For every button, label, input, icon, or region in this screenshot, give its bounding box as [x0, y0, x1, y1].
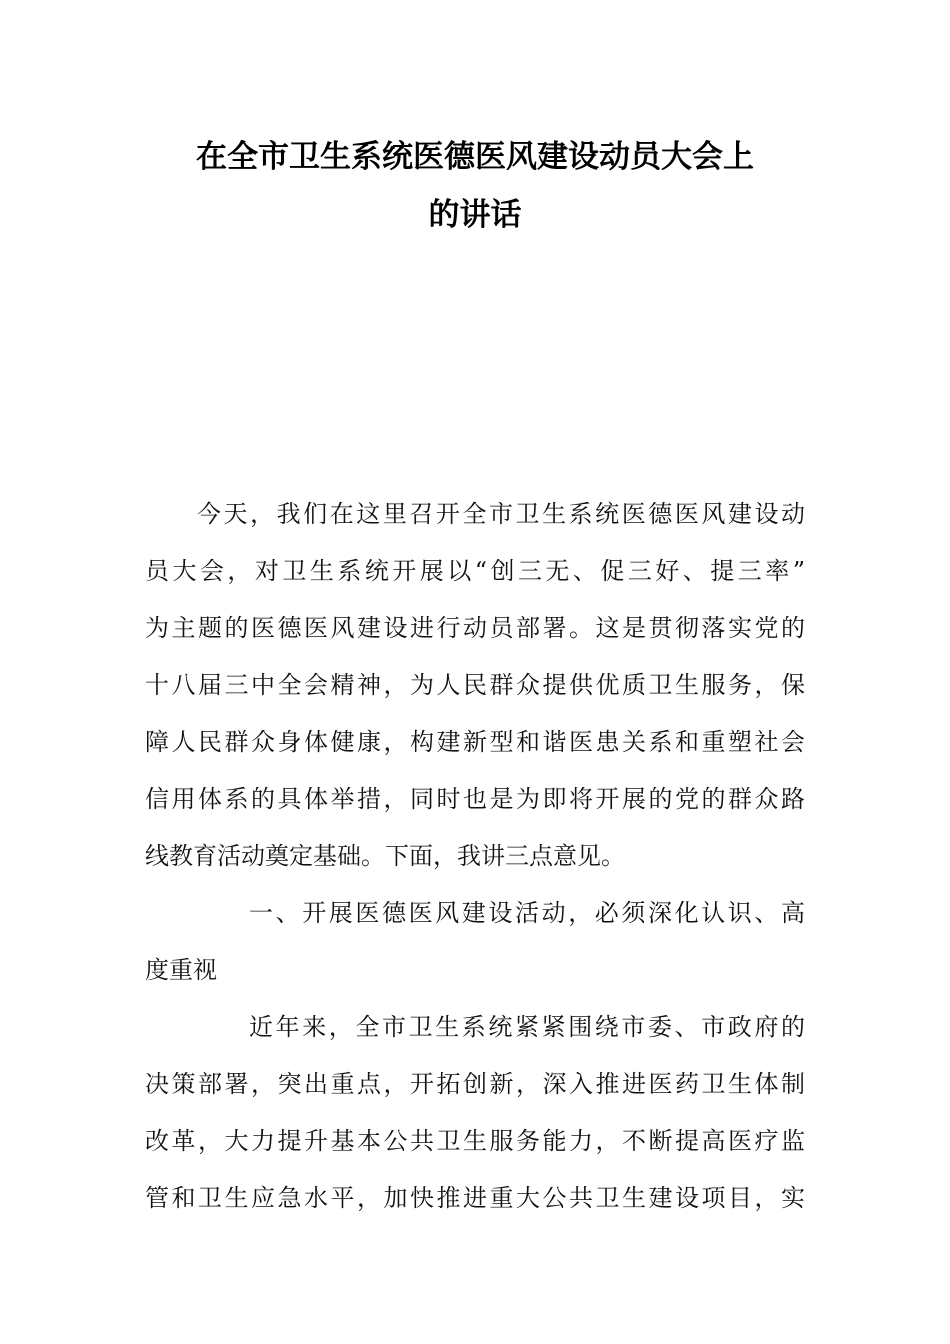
paragraph-recent-years: [145, 999, 805, 1227]
text-line: 十八届三中全会精神，为人民群众提供优质卫生服务，保: [145, 671, 805, 699]
text-line: 员大会，对卫生系统开展以“创三无、促三好、提三率”: [145, 557, 805, 585]
text-line: 障人民群众身体健康，构建新型和谐医患关系和重塑社会: [145, 728, 805, 756]
title-line: 的讲话: [428, 197, 522, 233]
text-line: 近年来，全市卫生系统紧紧围绕市委、市政府的: [249, 1013, 805, 1041]
text-line: 决策部署，突出重点，开拓创新，深入推进医药卫生体制: [145, 1070, 805, 1098]
heading-line: 度重视: [145, 956, 217, 984]
document-title: [145, 128, 805, 244]
paragraph-opening: [145, 486, 805, 885]
text-line: 为主题的医德医风建设进行动员部署。这是贯彻落实党的: [145, 614, 805, 642]
heading-line: 一、开展医德医风建设活动，必须深化认识、高: [249, 899, 805, 927]
document-body: [145, 486, 805, 1227]
text-line: 管和卫生应急水平，加快推进重大公共卫生建设项目，实: [145, 1184, 805, 1212]
text-line: 今天，我们在这里召开全市卫生系统医德医风建设动: [197, 500, 805, 528]
text-line: 改革，大力提升基本公共卫生服务能力，不断提高医疗监: [145, 1127, 805, 1155]
text-line: 信用体系的具体举措，同时也是为即将开展的党的群众路: [145, 785, 805, 813]
text-line: 线教育活动奠定基础。下面，我讲三点意见。: [145, 842, 625, 870]
section-heading-1: [145, 885, 805, 999]
title-line: 在全市卫生系统医德医风建设动员大会上: [196, 139, 754, 175]
